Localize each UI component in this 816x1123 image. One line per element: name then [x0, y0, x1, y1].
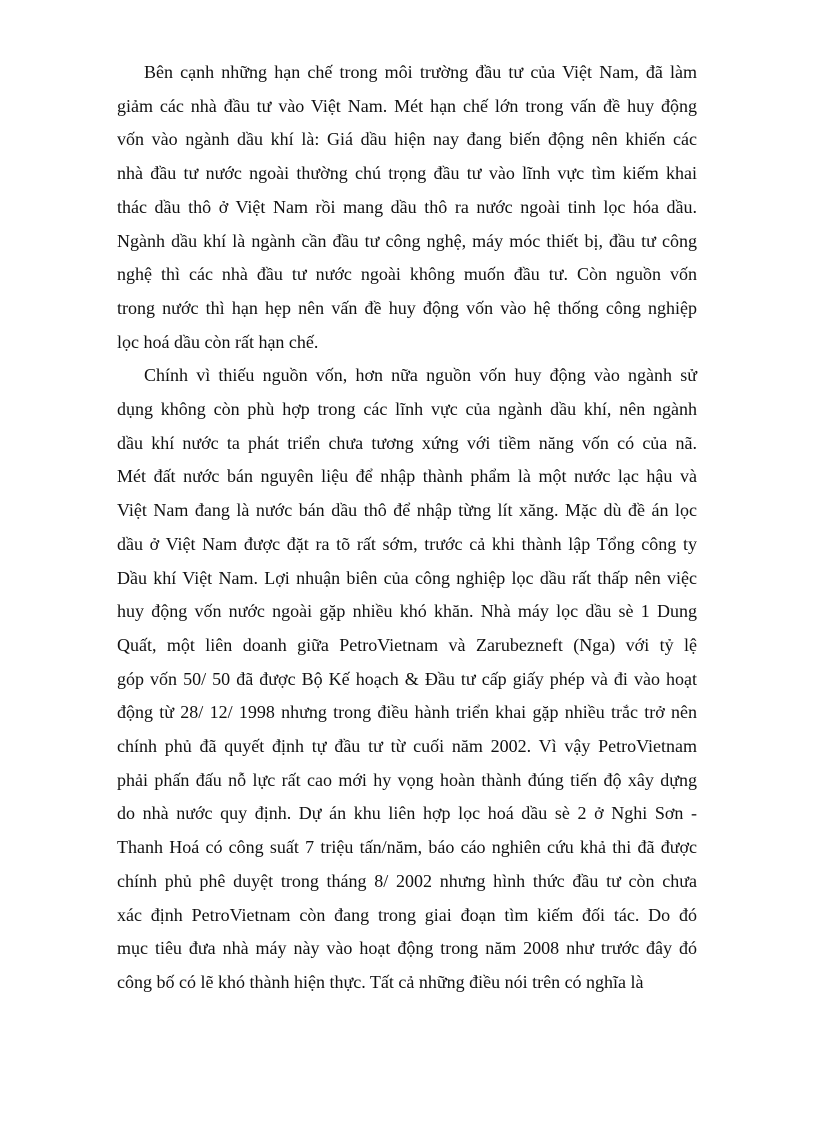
text-line: thác dầu thô ở Việt Nam rồi mang dầu thô ra nước ngoài tinh lọc hóa dầu.: [117, 196, 697, 217]
text-line: mục tiêu đưa nhà máy này vào hoạt động trong năm 2008 như trước đây đó: [117, 938, 697, 959]
text-line: trong nước thì hạn hẹp nên vấn đề huy động vốn vào hệ thống công nghiệp: [117, 297, 697, 318]
text-line: chính phủ đã quyết định tự đầu tư từ cuối năm 2002. Vì vậy PetroVietnam: [117, 736, 697, 757]
text-line: công bố có lẽ khó thành hiện thực. Tất cả những điều nói trên có nghĩa là: [117, 971, 644, 992]
paragraph-1: [117, 56, 697, 359]
text-line: động từ 28/ 12/ 1998 nhưng trong điều hành triển khai gặp nhiều trắc trở nên: [117, 702, 697, 723]
text-line: Chính vì thiếu nguồn vốn, hơn nữa nguồn vốn huy động vào ngành sử: [144, 365, 697, 386]
text-line: nghệ thì các nhà đầu tư nước ngoài không muốn đầu tư. Còn nguồn vốn: [117, 264, 697, 285]
text-line: Thanh Hoá có công suất 7 triệu tấn/năm, báo cáo nghiên cứu khả thi đã được: [117, 837, 697, 858]
paragraph-2: [117, 359, 697, 999]
text-line: nhà đầu tư nước ngoài thường chú trọng đầu tư vào lĩnh vực tìm kiếm khai: [117, 163, 697, 184]
text-line: vốn vào ngành dầu khí là: Giá dầu hiện nay đang biến động nên khiến các: [117, 129, 697, 150]
text-line: Mét đất nước bán nguyên liệu để nhập thành phẩm là một nước lạc hậu và: [117, 466, 697, 487]
text-line: dầu khí nước ta phát triển chưa tương xứng với tiềm năng vốn có của nã.: [117, 432, 697, 453]
text-line: huy động vốn nước ngoài gặp nhiều khó khăn. Nhà máy lọc dầu sè 1 Dung: [117, 601, 697, 622]
text-line: do nhà nước quy định. Dự án khu liên hợp lọc hoá dầu sè 2 ở Nghi Sơn -: [117, 803, 697, 824]
text-line: lọc hoá dầu còn rất hạn chế.: [117, 331, 319, 352]
text-line: xác định PetroVietnam còn đang trong giai đoạn tìm kiếm đối tác. Do đó: [117, 904, 697, 925]
text-line: Bên cạnh những hạn chế trong môi trường đầu tư của Việt Nam, đã làm: [144, 62, 697, 82]
text-line: dầu ở Việt Nam được đặt ra tõ rất sớm, trước cả khi thành lập Tổng công ty: [117, 533, 697, 554]
text-line: Quất, một liên doanh giữa PetroVietnam và Zarubezneft (Nga) với tỷ lệ: [117, 634, 697, 655]
text-line: Dầu khí Việt Nam. Lợi nhuận biên của công nghiệp lọc dầu rất thấp nên việc: [117, 567, 697, 588]
document-body: [117, 56, 697, 1000]
text-line: góp vốn 50/ 50 đã được Bộ Kế hoạch & Đầu tư cấp giấy phép và đi vào hoạt: [117, 668, 697, 689]
text-line: chính phủ phê duyệt trong tháng 8/ 2002 nhưng hình thức đầu tư còn chưa: [117, 870, 697, 891]
text-line: giảm các nhà đầu tư vào Việt Nam. Mét hạn chế lớn trong vấn đề huy động: [117, 95, 697, 116]
text-line: dụng không còn phù hợp trong các lĩnh vực của ngành dầu khí, nên ngành: [117, 399, 697, 420]
text-line: Việt Nam đang là nước bán dầu thô để nhập từng lít xăng. Mặc dù đề án lọc: [117, 500, 697, 521]
text-line: phải phấn đấu nỗ lực rất cao mới hy vọng hoàn thành đúng tiến độ xây dựng: [117, 769, 697, 790]
text-line: Ngành dầu khí là ngành cần đầu tư công nghệ, máy móc thiết bị, đầu tư công: [117, 230, 697, 251]
